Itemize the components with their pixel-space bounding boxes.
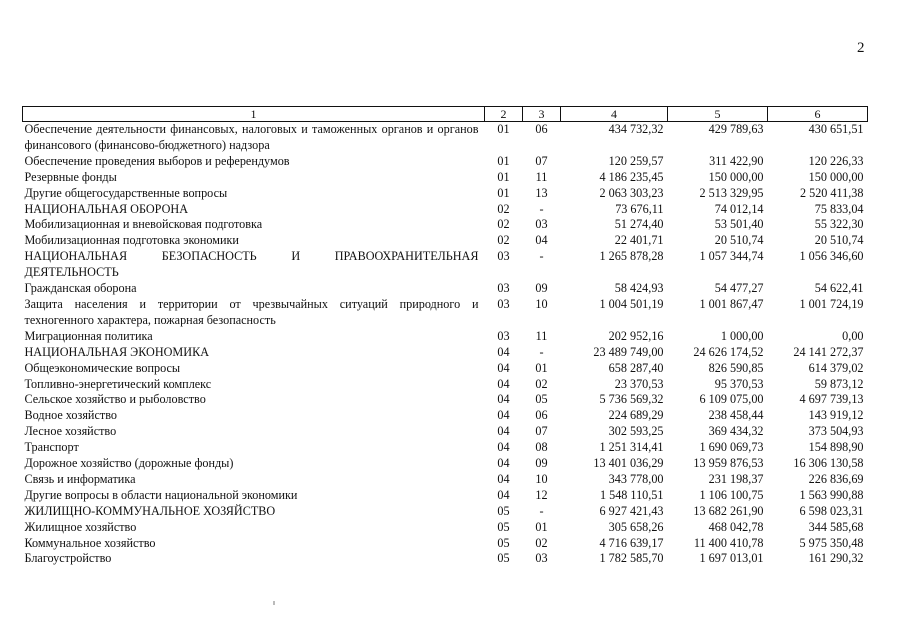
column-header: 1	[23, 107, 485, 122]
row-section-code: 05	[497, 551, 510, 566]
row-name: Топливно-энергетический комплекс	[24, 376, 212, 391]
row-section-code: 02	[497, 217, 510, 232]
row-value-col4: 1 782 585,70	[599, 551, 664, 566]
row-subsection-code: 06	[535, 408, 548, 423]
scan-mark	[273, 601, 275, 605]
row-subsection-code: 01	[535, 519, 548, 534]
row-subsection-code: 07	[535, 424, 548, 439]
row-value-col5: 1 697 013,01	[699, 551, 764, 566]
row-value-col5: 54 477,27	[714, 281, 764, 296]
row-section-code: 04	[497, 424, 510, 439]
table-row	[23, 122, 868, 154]
row-value-col5: 1 106 100,75	[699, 487, 764, 502]
row-section-code: 04	[497, 408, 510, 423]
row-name: НАЦИОНАЛЬНАЯ БЕЗОПАСНОСТЬ И ПРАВООХРАНИТЕЛЬНАЯ ДЕЯТЕЛЬНОСТЬ	[24, 249, 479, 280]
row-name: Лесное хозяйство	[24, 424, 117, 439]
row-value-col4: 1 251 314,41	[599, 440, 664, 455]
row-value-col4: 23 489 749,00	[593, 344, 664, 359]
row-value-col4: 5 736 569,32	[599, 392, 664, 407]
row-value-col4: 224 689,29	[608, 408, 664, 423]
column-header: 4	[561, 107, 668, 122]
row-value-col5: 1 690 069,73	[699, 440, 764, 455]
row-value-col5: 74 012,14	[714, 201, 764, 216]
table-row	[23, 233, 868, 249]
row-value-col4: 6 927 421,43	[599, 503, 664, 518]
row-value-col4: 658 287,40	[608, 360, 664, 375]
row-value-col6: 1 001 724,19	[799, 296, 864, 311]
table-row	[23, 488, 868, 504]
row-value-col6: 1 563 990,88	[799, 487, 864, 502]
row-value-col5: 150 000,00	[708, 169, 764, 184]
row-section-code: 01	[497, 153, 510, 168]
row-section-code: 04	[497, 376, 510, 391]
table-body	[23, 122, 868, 568]
row-value-col5: 6 109 075,00	[699, 392, 764, 407]
row-name: Обеспечение деятельности финансовых, налоговых и таможенных органов и органов финансового (финансово-бюджетного) надзора	[24, 122, 479, 152]
row-subsection-code: 06	[535, 122, 548, 136]
row-name: Связь и информатика	[24, 471, 136, 486]
row-value-col6: 16 306 130,58	[793, 456, 864, 471]
row-name: Защита населения и территории от чрезвычайных ситуаций природного и техногенного характера, пожарная безопасность	[24, 296, 479, 327]
table-row	[23, 472, 868, 488]
table-row	[23, 504, 868, 520]
row-name: Резервные фонды	[24, 169, 117, 184]
row-subsection-code: 09	[535, 456, 548, 471]
row-value-col4: 23 370,53	[614, 376, 664, 391]
table-row	[23, 345, 868, 361]
row-subsection-code: -	[539, 344, 544, 359]
row-value-col5: 231 198,37	[708, 471, 764, 486]
row-section-code: 04	[497, 440, 510, 455]
row-value-col4: 51 274,40	[614, 217, 664, 232]
column-header: 5	[668, 107, 768, 122]
row-subsection-code: 03	[535, 217, 548, 232]
table-row	[23, 154, 868, 170]
row-value-col5: 13 959 876,53	[693, 456, 764, 471]
row-subsection-code: -	[539, 503, 544, 518]
row-name: Миграционная политика	[24, 328, 153, 343]
row-value-col6: 154 898,90	[808, 440, 864, 455]
table-row	[23, 186, 868, 202]
row-subsection-code: 01	[535, 360, 548, 375]
row-section-code: 03	[497, 328, 510, 343]
table-row	[23, 202, 868, 218]
row-value-col4: 4 716 639,17	[599, 535, 664, 550]
row-section-code: 01	[497, 122, 510, 136]
row-subsection-code: 02	[535, 376, 548, 391]
row-subsection-code: 11	[535, 328, 548, 343]
row-value-col6: 20 510,74	[814, 233, 864, 248]
row-value-col4: 58 424,93	[614, 281, 664, 296]
row-subsection-code: 07	[535, 153, 548, 168]
table-row	[23, 536, 868, 552]
row-section-code: 02	[497, 233, 510, 248]
row-subsection-code: 05	[535, 392, 548, 407]
row-value-col4: 2 063 303,23	[599, 185, 664, 200]
row-section-code: 03	[497, 281, 510, 296]
table-row	[23, 551, 868, 567]
row-subsection-code: 11	[535, 169, 548, 184]
row-section-code: 03	[497, 249, 510, 264]
row-name: Другие вопросы в области национальной экономики	[24, 487, 298, 502]
row-value-col4: 1 265 878,28	[599, 249, 664, 264]
row-value-col6: 430 651,51	[808, 122, 864, 136]
budget-table	[22, 106, 868, 567]
row-value-col6: 24 141 272,37	[793, 344, 864, 359]
row-value-col6: 161 290,32	[808, 551, 864, 566]
table-row	[23, 170, 868, 186]
row-value-col6: 4 697 739,13	[799, 392, 864, 407]
row-value-col5: 11 400 410,78	[693, 535, 764, 550]
row-section-code: 01	[497, 169, 510, 184]
row-name: Сельское хозяйство и рыболовство	[24, 392, 206, 407]
row-subsection-code: -	[539, 201, 544, 216]
row-value-col4: 302 593,25	[608, 424, 664, 439]
row-value-col4: 202 952,16	[608, 328, 664, 343]
row-value-col5: 429 789,63	[708, 122, 764, 136]
table-row	[23, 392, 868, 408]
table-row	[23, 456, 868, 472]
table-row	[23, 297, 868, 329]
row-value-col6: 6 598 023,31	[799, 503, 864, 518]
row-value-col6: 373 504,93	[808, 424, 864, 439]
row-value-col5: 311 422,90	[709, 153, 764, 168]
row-subsection-code: 10	[535, 471, 548, 486]
column-header: 3	[523, 107, 561, 122]
table-row	[23, 329, 868, 345]
row-section-code: 01	[497, 185, 510, 200]
row-subsection-code: 09	[535, 281, 548, 296]
row-name: Гражданская оборона	[24, 281, 137, 296]
row-section-code: 04	[497, 487, 510, 502]
row-value-col6: 59 873,12	[814, 376, 864, 391]
row-value-col4: 305 658,26	[608, 519, 664, 534]
row-value-col5: 13 682 261,90	[693, 503, 764, 518]
row-value-col4: 1 548 110,51	[599, 487, 664, 502]
row-value-col6: 54 622,41	[814, 281, 864, 296]
row-value-col5: 1 001 867,47	[699, 296, 764, 311]
header-row	[23, 107, 868, 122]
row-value-col4: 343 778,00	[608, 471, 664, 486]
row-value-col6: 143 919,12	[808, 408, 864, 423]
row-value-col5: 1 000,00	[720, 328, 764, 343]
table-row	[23, 520, 868, 536]
row-value-col6: 55 322,30	[814, 217, 864, 232]
row-subsection-code: 10	[535, 296, 548, 311]
row-subsection-code: 12	[535, 487, 548, 502]
row-value-col5: 2 513 329,95	[699, 185, 764, 200]
row-name: ЖИЛИЩНО-КОММУНАЛЬНОЕ ХОЗЯЙСТВО	[24, 503, 276, 518]
row-value-col4: 1 004 501,19	[599, 296, 664, 311]
row-value-col5: 95 370,53	[714, 376, 764, 391]
row-value-col6: 120 226,33	[808, 153, 864, 168]
row-value-col6: 75 833,04	[814, 201, 864, 216]
row-subsection-code: 08	[535, 440, 548, 455]
row-name: Жилищное хозяйство	[24, 519, 137, 534]
row-value-col5: 826 590,85	[708, 360, 764, 375]
row-value-col6: 344 585,68	[808, 519, 864, 534]
row-name: Транспорт	[24, 440, 79, 455]
row-value-col5: 238 458,44	[708, 408, 764, 423]
row-section-code: 02	[497, 201, 510, 216]
column-header: 6	[768, 107, 868, 122]
row-value-col4: 4 186 235,45	[599, 169, 664, 184]
row-value-col4: 434 732,32	[608, 122, 664, 136]
row-name: Другие общегосударственные вопросы	[24, 185, 228, 200]
row-name: Мобилизационная подготовка экономики	[24, 233, 239, 248]
row-section-code: 04	[497, 456, 510, 471]
row-value-col4: 73 676,11	[615, 201, 664, 216]
row-value-col4: 13 401 036,29	[593, 456, 664, 471]
table-row	[23, 440, 868, 456]
row-section-code: 04	[497, 471, 510, 486]
row-value-col5: 1 057 344,74	[699, 249, 764, 264]
table-row	[23, 408, 868, 424]
table-row	[23, 217, 868, 233]
row-value-col5: 24 626 174,52	[693, 344, 764, 359]
row-value-col6: 614 379,02	[808, 360, 864, 375]
row-value-col5: 468 042,78	[708, 519, 764, 534]
row-value-col6: 2 520 411,38	[799, 185, 864, 200]
row-name: НАЦИОНАЛЬНАЯ ОБОРОНА	[24, 201, 189, 216]
row-subsection-code: 02	[535, 535, 548, 550]
row-section-code: 04	[497, 360, 510, 375]
row-name: Водное хозяйство	[24, 408, 117, 423]
table-row	[23, 281, 868, 297]
row-section-code: 04	[497, 344, 510, 359]
row-section-code: 03	[497, 296, 510, 311]
row-subsection-code: 03	[535, 551, 548, 566]
row-value-col5: 20 510,74	[714, 233, 764, 248]
row-section-code: 04	[497, 392, 510, 407]
row-name: Благоустройство	[24, 551, 112, 566]
row-section-code: 05	[497, 503, 510, 518]
row-section-code: 05	[497, 535, 510, 550]
row-subsection-code: 04	[535, 233, 548, 248]
row-value-col5: 53 501,40	[714, 217, 764, 232]
row-value-col6: 0,00	[842, 328, 864, 343]
row-value-col6: 5 975 350,48	[799, 535, 864, 550]
row-value-col6: 226 836,69	[808, 471, 864, 486]
row-name: Дорожное хозяйство (дорожные фонды)	[24, 456, 234, 471]
table-row	[23, 249, 868, 281]
row-name: НАЦИОНАЛЬНАЯ ЭКОНОМИКА	[24, 344, 209, 359]
column-header: 2	[485, 107, 523, 122]
row-name: Мобилизационная и вневойсковая подготовка	[24, 217, 263, 232]
row-name: Обеспечение проведения выборов и референдумов	[24, 153, 290, 168]
row-value-col5: 369 434,32	[708, 424, 764, 439]
page-number: 2	[857, 40, 865, 56]
table-row	[23, 377, 868, 393]
row-subsection-code: -	[539, 249, 544, 264]
row-value-col4: 22 401,71	[614, 233, 664, 248]
row-section-code: 05	[497, 519, 510, 534]
row-name: Коммунальное хозяйство	[24, 535, 156, 550]
row-name: Общеэкономические вопросы	[24, 360, 181, 375]
table-row	[23, 361, 868, 377]
row-value-col6: 1 056 346,60	[799, 249, 864, 264]
row-value-col6: 150 000,00	[808, 169, 864, 184]
row-value-col4: 120 259,57	[608, 153, 664, 168]
table-row	[23, 424, 868, 440]
row-subsection-code: 13	[535, 185, 548, 200]
